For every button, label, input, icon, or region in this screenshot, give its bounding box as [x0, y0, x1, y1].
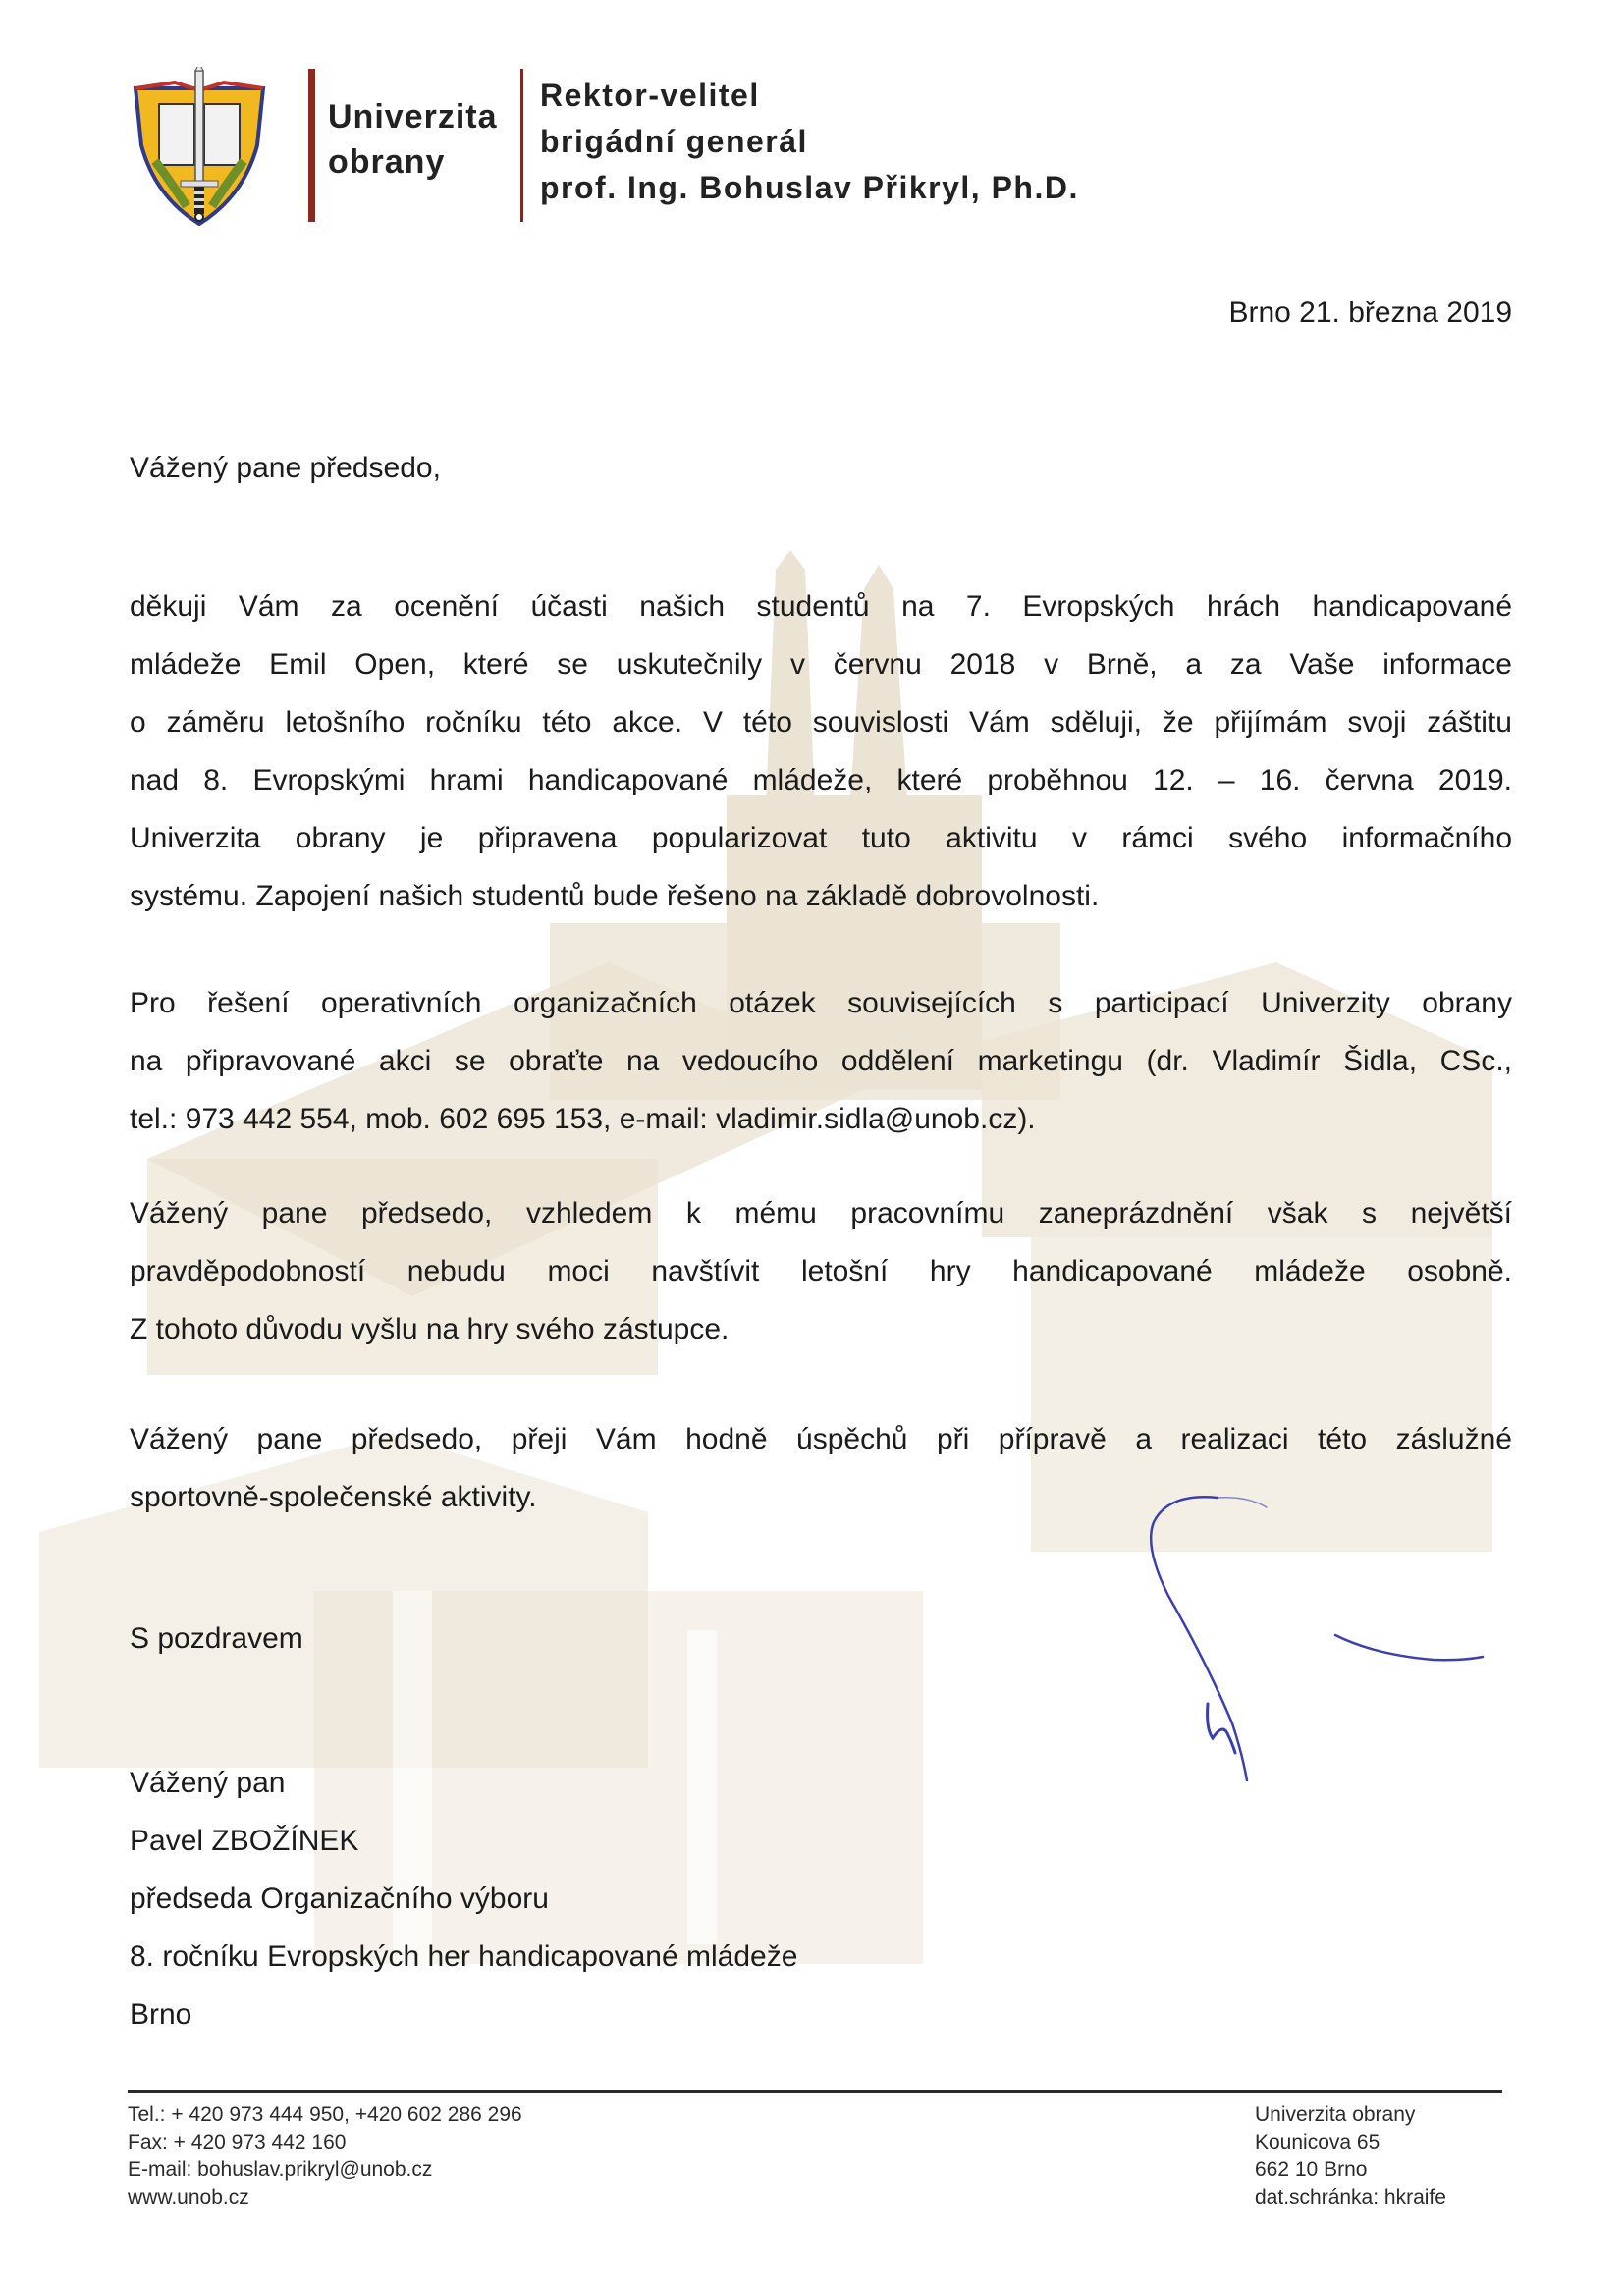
- footer-address: [1255, 2102, 1446, 2212]
- salutation: Vážený pane předsedo,: [130, 452, 441, 484]
- paragraph-line: systému. Zapojení našich studentů bude řešeno na základě dobrovolnosti.: [130, 880, 1100, 912]
- footer-city: 662 10 Brno: [1255, 2159, 1368, 2181]
- addressee-position: předseda Organizačního výboru: [130, 1883, 549, 1915]
- header-divider-line: [520, 69, 523, 222]
- footer-website: www.unob.cz: [128, 2186, 249, 2209]
- paragraph-line: Pro řešení operativních organizačních otázek souvisejících s participací Univerzity obrany: [130, 987, 1512, 1019]
- paragraph-line: nad 8. Evropskými hrami handicapované mládeže, které proběhnou 12. – 16. června 2019.: [130, 764, 1512, 796]
- footer-databox: dat.schránka: hkraife: [1255, 2186, 1446, 2209]
- sender-title: Rektor-velitel: [540, 78, 760, 113]
- paragraph-line: na připravované akci se obraťte na vedoucího oddělení marketingu (dr. Vladimír Šidla, CSc.,: [130, 1045, 1512, 1077]
- addressee-name: Pavel ZBOŽÍNEK: [130, 1825, 359, 1857]
- sender-rank: brigádní generál: [540, 124, 808, 159]
- university-name: [328, 94, 498, 185]
- paragraph-line: Univerzita obrany je připravena popularizovat tuto aktivitu v rámci svého informačního: [130, 822, 1512, 854]
- header-divider-bar: [308, 69, 315, 222]
- handwritten-signature: [1060, 1468, 1512, 1792]
- closing-phrase: S pozdravem: [130, 1622, 303, 1655]
- sender-name: prof. Ing. Bohuslav Přikryl, Ph.D.: [540, 170, 1079, 205]
- footer-divider: [128, 2090, 1502, 2093]
- footer-fax: Fax: + 420 973 442 160: [128, 2131, 347, 2154]
- letter-date: Brno 21. března 2019: [1228, 297, 1512, 329]
- paragraph-line: děkuji Vám za ocenění účasti našich studentů na 7. Evropských hrách handicapované: [130, 590, 1512, 623]
- paragraph-line: o záměru letošního ročníku této akce. V této souvislosti Vám sděluji, že přijímám svoji záštitu: [130, 706, 1512, 738]
- footer-org-name: Univerzita obrany: [1255, 2104, 1416, 2126]
- paragraph-line: Z tohoto důvodu vyšlu na hry svého zástupce.: [130, 1313, 730, 1345]
- footer-email: E-mail: bohuslav.prikryl@unob.cz: [128, 2159, 433, 2181]
- paragraph-line: sportovně-společenské aktivity.: [130, 1481, 537, 1513]
- addressee-city: Brno: [130, 1998, 192, 2031]
- paragraph-line: pravděpodobností nebudu moci navštívit letošní hry handicapované mládeže osobně.: [130, 1255, 1512, 1287]
- footer-contacts: [128, 2102, 522, 2212]
- body-paragraph: [130, 974, 1512, 1148]
- addressee-greeting: Vážený pan: [130, 1767, 286, 1799]
- footer-street: Kounicova 65: [1255, 2131, 1380, 2154]
- paragraph-line: Vážený pane předsedo, vzhledem k mému pracovnímu zaneprázdnění však s největší: [130, 1197, 1512, 1230]
- paragraph-line: tel.: 973 442 554, mob. 602 695 153, e-mail: vladimir.sidla@unob.cz).: [130, 1103, 1036, 1135]
- body-paragraph: [130, 577, 1512, 925]
- addressee-organization: 8. ročníku Evropských her handicapované mládeže: [130, 1941, 798, 1973]
- paragraph-line: mládeže Emil Open, které se uskutečnily v červnu 2018 v Brně, a za Vaše informace: [130, 648, 1512, 681]
- sender-block: [540, 73, 1079, 211]
- paragraph-line: Vážený pane předsedo, přeji Vám hodně úspěchů při přípravě a realizaci této záslužné: [130, 1423, 1512, 1455]
- university-emblem-logo: [126, 67, 273, 226]
- body-paragraph: [130, 1184, 1512, 1358]
- university-name-line: Univerzita: [328, 98, 498, 136]
- addressee-block: [130, 1754, 797, 2044]
- footer-phone: Tel.: + 420 973 444 950, +420 602 286 296: [128, 2104, 522, 2126]
- university-name-line: obrany: [328, 143, 446, 181]
